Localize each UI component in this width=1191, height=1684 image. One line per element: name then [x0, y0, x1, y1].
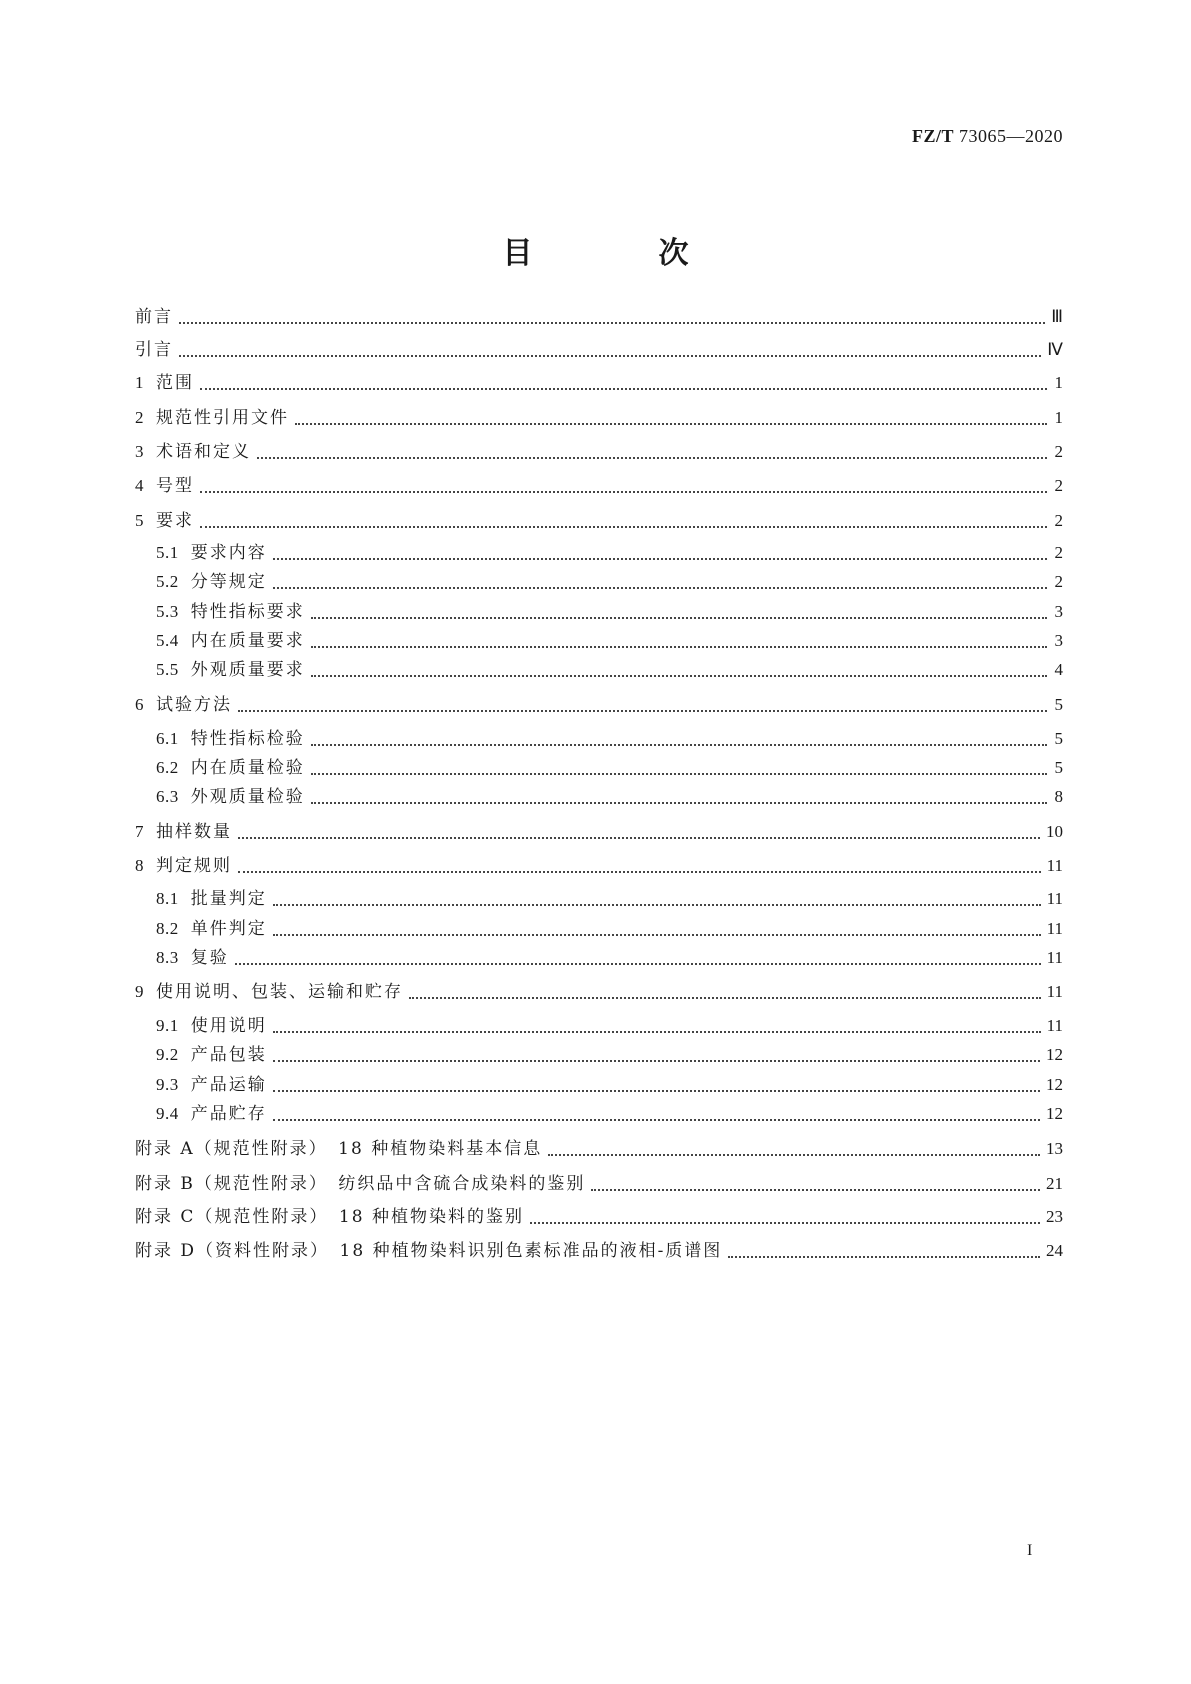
toc-dot-leader [273, 916, 1041, 936]
toc-entry-number: 2 [135, 408, 144, 427]
toc-entry-number: 8.1 [156, 889, 179, 908]
toc-entry-number: 5.4 [156, 631, 179, 650]
toc-entry-number: 1 [135, 373, 144, 392]
toc-entry[interactable] [156, 756, 1063, 780]
standard-code [912, 126, 1063, 147]
toc-entry[interactable] [156, 541, 1063, 565]
toc-entry-label: 规范性引用文件 [156, 408, 289, 428]
toc-entry[interactable] [135, 693, 1063, 717]
toc-entry-number: 5.1 [156, 543, 179, 562]
toc-entry-page: 5 [1054, 758, 1063, 777]
toc-entry-page: 13 [1046, 1139, 1063, 1158]
toc-dot-leader [273, 1101, 1040, 1121]
toc-entry-number: 5.5 [156, 660, 179, 679]
toc-entry-page: 21 [1046, 1174, 1063, 1193]
toc-entry[interactable] [135, 371, 1063, 395]
toc-entry[interactable] [135, 1205, 1063, 1229]
toc-entry-page: 2 [1054, 476, 1063, 495]
toc-entry[interactable] [135, 509, 1063, 533]
toc-entry[interactable] [135, 305, 1063, 329]
toc-entry-label: 前言 [135, 307, 173, 327]
toc-entry-number: 6.3 [156, 787, 179, 806]
toc-entry-number: 5.3 [156, 602, 179, 621]
toc-entry-number: 8 [135, 856, 144, 875]
toc-entry-label: 范围 [156, 373, 194, 393]
toc-entry[interactable] [156, 727, 1063, 751]
toc-entry-label: 要求 [156, 511, 194, 531]
toc-entry-page: 1 [1054, 408, 1063, 427]
toc-entry-page: 11 [1046, 948, 1063, 967]
toc-dot-leader [548, 1136, 1040, 1156]
toc-entry-label: 附录 C（规范性附录） 18 种植物染料的鉴别 [135, 1207, 524, 1227]
toc-entry[interactable] [135, 440, 1063, 464]
toc-dot-leader [235, 945, 1041, 965]
toc-dot-leader [311, 657, 1047, 677]
toc-entry-page: 11 [1046, 1016, 1063, 1035]
toc-dot-leader [179, 304, 1045, 324]
toc-dot-leader [273, 1013, 1041, 1033]
toc-entry-label: 使用说明 [190, 1016, 267, 1036]
toc-entry[interactable] [135, 854, 1063, 878]
toc-entry-label: 使用说明、包装、运输和贮存 [156, 982, 403, 1002]
toc-entry-page: 10 [1046, 822, 1063, 841]
toc-dot-leader [311, 784, 1047, 804]
toc-entry-label: 附录 A（规范性附录） 18 种植物染料基本信息 [135, 1139, 543, 1159]
toc-entry-number: 9.3 [156, 1075, 179, 1094]
toc-entry[interactable] [156, 1102, 1063, 1126]
toc-entry-label: 附录 B（规范性附录） 纺织品中含硫合成染料的鉴别 [135, 1174, 586, 1194]
toc-entry-page: 11 [1046, 982, 1063, 1001]
toc-entry-label: 内在质量要求 [190, 631, 305, 651]
toc-entry[interactable] [156, 629, 1063, 653]
toc-dot-leader [273, 1042, 1040, 1062]
toc-entry-page: 2 [1054, 543, 1063, 562]
toc-entry-label: 内在质量检验 [190, 758, 305, 778]
toc-dot-leader [728, 1238, 1040, 1258]
toc-dot-leader [295, 405, 1047, 425]
toc-entry[interactable] [156, 887, 1063, 911]
toc-entry[interactable] [135, 406, 1063, 430]
toc-entry-label: 产品贮存 [190, 1104, 267, 1124]
toc-entry-page: 11 [1046, 889, 1063, 908]
toc-entry-page: 5 [1054, 729, 1063, 748]
toc-entry-number: 6.1 [156, 729, 179, 748]
toc-entry-page: 12 [1046, 1104, 1063, 1123]
toc-entry[interactable] [156, 658, 1063, 682]
toc-entry[interactable] [156, 917, 1063, 941]
toc-dot-leader [591, 1171, 1040, 1191]
toc-entry[interactable] [135, 338, 1063, 362]
toc-dot-leader [273, 886, 1041, 906]
toc-entry-label: 引言 [135, 340, 173, 360]
toc-entry-number: 9.2 [156, 1045, 179, 1064]
toc-dot-leader [179, 337, 1041, 357]
standard-number: 73065—2020 [959, 126, 1063, 146]
toc-entry-page: Ⅳ [1047, 340, 1063, 359]
toc-dot-leader [238, 853, 1041, 873]
toc-entry-number: 9 [135, 982, 144, 1001]
toc-entry-number: 7 [135, 822, 144, 841]
toc-entry-label: 复验 [190, 948, 229, 968]
toc-entry[interactable] [135, 1239, 1063, 1263]
toc-entry[interactable] [156, 1014, 1063, 1038]
toc-entry[interactable] [135, 474, 1063, 498]
toc-entry-page: 3 [1054, 602, 1063, 621]
toc-entry-page: 12 [1046, 1045, 1063, 1064]
toc-entry-label: 术语和定义 [156, 442, 251, 462]
toc-entry[interactable] [156, 570, 1063, 594]
toc-dot-leader [409, 979, 1041, 999]
toc-entry-label: 单件判定 [190, 919, 267, 939]
toc-dot-leader [273, 569, 1047, 589]
toc-entry-label: 试验方法 [156, 695, 232, 715]
toc-entry-page: 3 [1054, 631, 1063, 650]
toc-entry-page: 4 [1054, 660, 1063, 679]
toc-entry[interactable] [135, 1137, 1063, 1161]
toc-entry-number: 9.4 [156, 1104, 179, 1123]
toc-entry[interactable] [135, 1172, 1063, 1196]
toc-entry-label: 抽样数量 [156, 822, 232, 842]
toc-dot-leader [200, 370, 1047, 390]
toc-dot-leader [200, 473, 1047, 493]
toc-entry[interactable] [156, 1073, 1063, 1097]
toc-entry-page: 24 [1046, 1241, 1063, 1260]
toc-entry-label: 判定规则 [156, 856, 232, 876]
toc-entry[interactable] [156, 946, 1063, 970]
toc-entry-page: 23 [1046, 1207, 1063, 1226]
toc-entry[interactable] [156, 785, 1063, 809]
toc-entry-page: 11 [1046, 919, 1063, 938]
toc-entry-number: 3 [135, 442, 144, 461]
toc-entry[interactable] [156, 1043, 1063, 1067]
toc-entry-label: 外观质量检验 [190, 787, 305, 807]
toc-entry-page: 2 [1054, 511, 1063, 530]
toc-entry-label: 产品包装 [190, 1045, 267, 1065]
toc-entry-number: 6.2 [156, 758, 179, 777]
toc-entry-number: 9.1 [156, 1016, 179, 1035]
toc-entry-label: 要求内容 [190, 543, 267, 563]
toc-dot-leader [530, 1204, 1040, 1224]
toc-dot-leader [311, 726, 1047, 746]
toc-entry-number: 4 [135, 476, 144, 495]
toc-entry-label: 分等规定 [190, 572, 267, 592]
toc-entry-number: 5 [135, 511, 144, 530]
toc-entry-label: 外观质量要求 [190, 660, 305, 680]
toc-dot-leader [273, 1072, 1040, 1092]
toc-entry-page: 11 [1046, 856, 1063, 875]
toc-entry-number: 5.2 [156, 572, 179, 591]
toc-dot-leader [238, 819, 1040, 839]
toc-entry-label: 号型 [156, 476, 194, 496]
toc-entry-label: 批量判定 [190, 889, 267, 909]
toc-dot-leader [311, 628, 1047, 648]
toc-entry[interactable] [156, 600, 1063, 624]
toc-entry-number: 8.2 [156, 919, 179, 938]
toc-dot-leader [200, 508, 1047, 528]
toc-entry-page: 1 [1054, 373, 1063, 392]
toc-entry-label: 产品运输 [190, 1075, 267, 1095]
toc-entry-label: 特性指标要求 [190, 602, 305, 622]
toc-dot-leader [311, 599, 1047, 619]
toc-entry[interactable] [135, 980, 1063, 1004]
toc-entry-page: 12 [1046, 1075, 1063, 1094]
toc-entry[interactable] [135, 820, 1063, 844]
page-title: 目 次 [502, 236, 737, 271]
page-number: I [1027, 1542, 1033, 1559]
toc-dot-leader [311, 755, 1047, 775]
toc-entry-page: 2 [1054, 442, 1063, 461]
standard-prefix: FZ/T [911, 126, 954, 146]
toc-entry-page: 8 [1054, 787, 1063, 806]
toc-entry-page: 2 [1054, 572, 1063, 591]
toc-dot-leader [257, 439, 1047, 459]
toc-dot-leader [273, 540, 1047, 560]
toc-entry-page: Ⅲ [1051, 307, 1063, 326]
toc-dot-leader [238, 692, 1047, 712]
toc-entry-number: 8.3 [156, 948, 179, 967]
toc-entry-label: 附录 D（资料性附录） 18 种植物染料识别色素标准品的液相-质谱图 [135, 1241, 723, 1261]
toc-entry-number: 6 [135, 695, 144, 714]
toc-entry-page: 5 [1054, 695, 1063, 714]
toc-entry-label: 特性指标检验 [190, 729, 305, 749]
